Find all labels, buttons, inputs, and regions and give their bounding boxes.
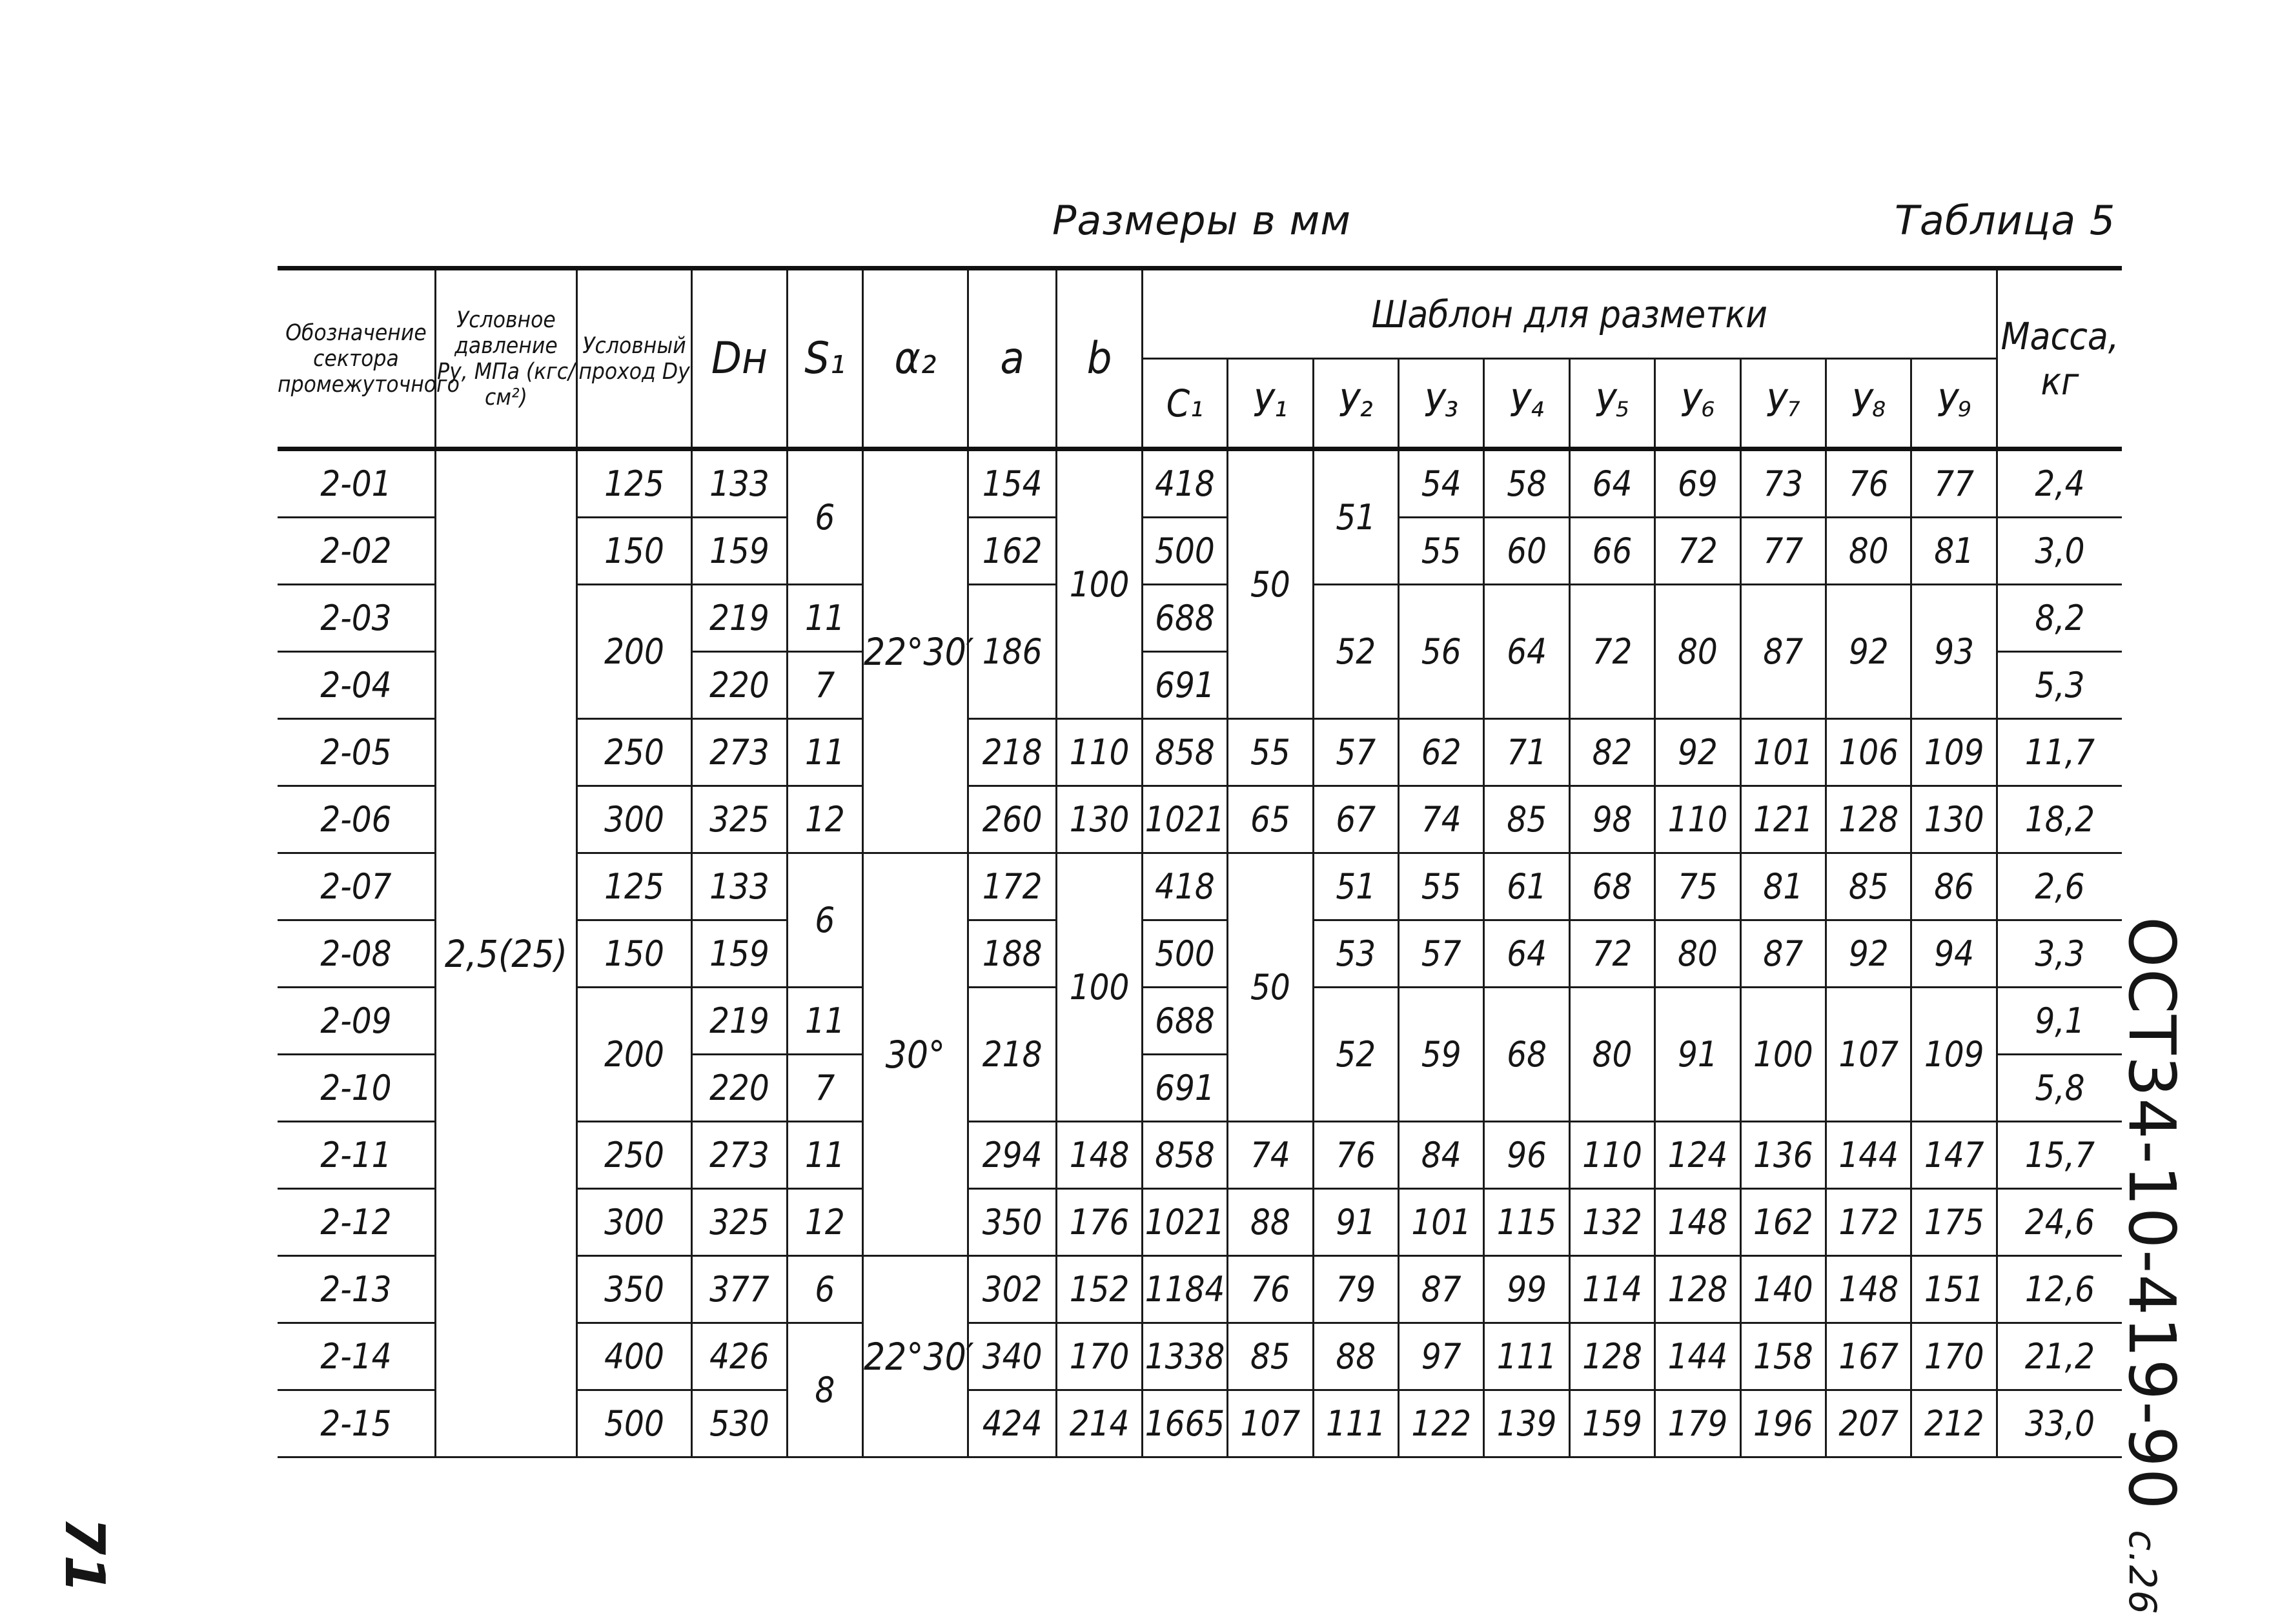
cell-mass: 3,0	[1997, 518, 2122, 585]
cell-c1: 691	[1142, 652, 1227, 719]
header-passage: Условный проход Dу	[576, 269, 691, 449]
cell-dn: 219	[692, 988, 788, 1055]
cell-y9: 77	[1911, 449, 1997, 518]
cell-designation: 2-04	[278, 652, 435, 719]
cell-y4: 68	[1484, 988, 1569, 1122]
cell-c1: 500	[1142, 518, 1227, 585]
cell-mass: 3,3	[1997, 920, 2122, 988]
cell-c1: 1338	[1142, 1323, 1227, 1390]
cell-y2: 51	[1313, 853, 1398, 920]
header-y4: У₄	[1484, 359, 1569, 449]
cell-y3: 55	[1399, 518, 1484, 585]
header-pressure: Условное давление Ру, МПа (кгс/см²)	[435, 269, 576, 449]
cell-y3: 87	[1399, 1256, 1484, 1323]
cell-designation: 2-14	[278, 1323, 435, 1390]
cell-dy: 150	[576, 518, 691, 585]
header-c1: C₁	[1142, 359, 1227, 449]
cell-c1: 1021	[1142, 786, 1227, 853]
cell-dy: 250	[576, 719, 691, 786]
cell-y4: 99	[1484, 1256, 1569, 1323]
cell-y6: 75	[1655, 853, 1740, 920]
cell-y5: 114	[1569, 1256, 1654, 1323]
cell-y2: 76	[1313, 1122, 1398, 1189]
cell-y8: 207	[1826, 1390, 1911, 1457]
cell-y3: 54	[1399, 449, 1484, 518]
cell-s1: 7	[787, 1055, 862, 1122]
cell-y9: 147	[1911, 1122, 1997, 1189]
cell-a: 218	[968, 988, 1056, 1122]
cell-designation: 2-05	[278, 719, 435, 786]
cell-s1: 11	[787, 719, 862, 786]
cell-y2: 91	[1313, 1189, 1398, 1256]
cell-designation: 2-11	[278, 1122, 435, 1189]
cell-alpha: 22°30′	[862, 1256, 968, 1457]
cell-y4: 111	[1484, 1323, 1569, 1390]
cell-dn: 219	[692, 585, 788, 652]
cell-y1: 88	[1228, 1189, 1313, 1256]
cell-dn: 133	[692, 853, 788, 920]
cell-c1: 418	[1142, 449, 1227, 518]
cell-y1: 65	[1228, 786, 1313, 853]
header-y2: У₂	[1313, 359, 1398, 449]
cell-y2: 67	[1313, 786, 1398, 853]
cell-y3: 55	[1399, 853, 1484, 920]
cell-c1: 688	[1142, 988, 1227, 1055]
cell-y6: 69	[1655, 449, 1740, 518]
cell-y2: 52	[1313, 585, 1398, 719]
cell-dy: 300	[576, 1189, 691, 1256]
header-dn: Dн	[692, 269, 788, 449]
standard-code	[2114, 917, 2190, 1616]
cell-a: 424	[968, 1390, 1056, 1457]
cell-y8: 92	[1826, 585, 1911, 719]
cell-dn: 377	[692, 1256, 788, 1323]
cell-s1: 6	[787, 853, 862, 988]
cell-y5: 132	[1569, 1189, 1654, 1256]
cell-y5: 128	[1569, 1323, 1654, 1390]
cell-y9: 94	[1911, 920, 1997, 988]
cell-y7: 162	[1740, 1189, 1826, 1256]
cell-b: 100	[1057, 853, 1142, 1122]
header-designation: Обозначение сектора промежуточного	[278, 269, 435, 449]
cell-y9: 109	[1911, 988, 1997, 1122]
cell-y8: 92	[1826, 920, 1911, 988]
cell-designation: 2-07	[278, 853, 435, 920]
cell-y9: 212	[1911, 1390, 1997, 1457]
cell-y8: 107	[1826, 988, 1911, 1122]
cell-y5: 98	[1569, 786, 1654, 853]
cell-a: 294	[968, 1122, 1056, 1189]
cell-y4: 64	[1484, 920, 1569, 988]
cell-dn: 530	[692, 1390, 788, 1457]
cell-y7: 101	[1740, 719, 1826, 786]
cell-c1: 418	[1142, 853, 1227, 920]
cell-mass: 5,8	[1997, 1055, 2122, 1122]
cell-y3: 84	[1399, 1122, 1484, 1189]
cell-y3: 56	[1399, 585, 1484, 719]
cell-c1: 1021	[1142, 1189, 1227, 1256]
cell-b: 110	[1057, 719, 1142, 786]
cell-y7: 100	[1740, 988, 1826, 1122]
cell-s1: 6	[787, 1256, 862, 1323]
cell-a: 154	[968, 449, 1056, 518]
cell-designation: 2-09	[278, 988, 435, 1055]
cell-pressure: 2,5(25)	[435, 449, 576, 1457]
cell-dy: 125	[576, 853, 691, 920]
cell-y3: 122	[1399, 1390, 1484, 1457]
header-b: b	[1057, 269, 1142, 449]
cell-mass: 2,4	[1997, 449, 2122, 518]
cell-y9: 109	[1911, 719, 1997, 786]
cell-a: 172	[968, 853, 1056, 920]
cell-y3: 59	[1399, 988, 1484, 1122]
cell-y9: 130	[1911, 786, 1997, 853]
header-y5: У₅	[1569, 359, 1654, 449]
cell-a: 340	[968, 1323, 1056, 1390]
cell-c1: 688	[1142, 585, 1227, 652]
table-row	[278, 449, 2122, 518]
cell-a: 162	[968, 518, 1056, 585]
header-y3: У₃	[1399, 359, 1484, 449]
cell-y2: 111	[1313, 1390, 1398, 1457]
cell-y9: 93	[1911, 585, 1997, 719]
cell-dn: 273	[692, 719, 788, 786]
cell-dy: 250	[576, 1122, 691, 1189]
cell-y8: 106	[1826, 719, 1911, 786]
cell-y2: 57	[1313, 719, 1398, 786]
cell-s1: 11	[787, 585, 862, 652]
cell-s1: 8	[787, 1323, 862, 1457]
cell-dn: 325	[692, 1189, 788, 1256]
cell-y5: 68	[1569, 853, 1654, 920]
cell-y8: 172	[1826, 1189, 1911, 1256]
cell-designation: 2-10	[278, 1055, 435, 1122]
cell-y4: 115	[1484, 1189, 1569, 1256]
cell-mass: 21,2	[1997, 1323, 2122, 1390]
cell-y6: 124	[1655, 1122, 1740, 1189]
cell-y7: 136	[1740, 1122, 1826, 1189]
cell-y4: 64	[1484, 585, 1569, 719]
cell-y4: 71	[1484, 719, 1569, 786]
cell-dy: 200	[576, 988, 691, 1122]
cell-a: 218	[968, 719, 1056, 786]
cell-y7: 196	[1740, 1390, 1826, 1457]
cell-y6: 144	[1655, 1323, 1740, 1390]
cell-y3: 74	[1399, 786, 1484, 853]
cell-mass: 11,7	[1997, 719, 2122, 786]
cell-designation: 2-15	[278, 1390, 435, 1457]
cell-y8: 144	[1826, 1122, 1911, 1189]
cell-y8: 128	[1826, 786, 1911, 853]
cell-mass: 8,2	[1997, 585, 2122, 652]
cell-dn: 159	[692, 518, 788, 585]
cell-s1: 6	[787, 449, 862, 585]
table-caption: Таблица 5	[1895, 197, 2116, 244]
cell-dn: 133	[692, 449, 788, 518]
cell-y6: 128	[1655, 1256, 1740, 1323]
cell-y7: 87	[1740, 920, 1826, 988]
cell-designation: 2-13	[278, 1256, 435, 1323]
cell-y5: 72	[1569, 585, 1654, 719]
cell-y1: 76	[1228, 1256, 1313, 1323]
cell-y9: 86	[1911, 853, 1997, 920]
cell-y4: 58	[1484, 449, 1569, 518]
cell-y3: 62	[1399, 719, 1484, 786]
cell-y8: 80	[1826, 518, 1911, 585]
cell-b: 100	[1057, 449, 1142, 719]
header-alpha2: α₂	[862, 269, 968, 449]
cell-y8: 76	[1826, 449, 1911, 518]
header-y7: У₇	[1740, 359, 1826, 449]
cell-y6: 110	[1655, 786, 1740, 853]
cell-y6: 179	[1655, 1390, 1740, 1457]
cell-y5: 64	[1569, 449, 1654, 518]
cell-mass: 33,0	[1997, 1390, 2122, 1457]
page-number: 71	[52, 1517, 116, 1594]
cell-designation: 2-08	[278, 920, 435, 988]
cell-b: 152	[1057, 1256, 1142, 1323]
cell-y6: 72	[1655, 518, 1740, 585]
cell-b: 170	[1057, 1323, 1142, 1390]
cell-y1: 107	[1228, 1390, 1313, 1457]
cell-dy: 500	[576, 1390, 691, 1457]
cell-y7: 158	[1740, 1323, 1826, 1390]
cell-y6: 148	[1655, 1189, 1740, 1256]
cell-dn: 325	[692, 786, 788, 853]
cell-y9: 151	[1911, 1256, 1997, 1323]
cell-alpha: 30°	[862, 853, 968, 1256]
cell-a: 188	[968, 920, 1056, 988]
header-mass: Масса, кг	[1997, 269, 2122, 449]
cell-s1: 11	[787, 988, 862, 1055]
cell-mass: 15,7	[1997, 1122, 2122, 1189]
cell-mass: 9,1	[1997, 988, 2122, 1055]
cell-c1: 500	[1142, 920, 1227, 988]
header-y8: У₈	[1826, 359, 1911, 449]
cell-dy: 200	[576, 585, 691, 719]
cell-y8: 148	[1826, 1256, 1911, 1323]
standard-code-text: ОСТ34-10-419-90	[2114, 917, 2190, 1511]
cell-y9: 170	[1911, 1323, 1997, 1390]
cell-mass: 24,6	[1997, 1189, 2122, 1256]
units-caption: Размеры в мм	[1052, 197, 1352, 244]
cell-y1: 85	[1228, 1323, 1313, 1390]
header-a: a	[968, 269, 1056, 449]
cell-y8: 85	[1826, 853, 1911, 920]
cell-c1: 691	[1142, 1055, 1227, 1122]
cell-y1: 50	[1228, 853, 1313, 1122]
cell-mass: 18,2	[1997, 786, 2122, 853]
cell-y2: 79	[1313, 1256, 1398, 1323]
cell-y7: 87	[1740, 585, 1826, 719]
cell-y5: 110	[1569, 1122, 1654, 1189]
cell-s1: 12	[787, 786, 862, 853]
cell-a: 186	[968, 585, 1056, 719]
cell-y4: 85	[1484, 786, 1569, 853]
cell-y3: 101	[1399, 1189, 1484, 1256]
cell-b: 130	[1057, 786, 1142, 853]
cell-b: 176	[1057, 1189, 1142, 1256]
cell-designation: 2-12	[278, 1189, 435, 1256]
cell-y5: 80	[1569, 988, 1654, 1122]
cell-dy: 400	[576, 1323, 691, 1390]
cell-a: 260	[968, 786, 1056, 853]
cell-y4: 139	[1484, 1390, 1569, 1457]
header-y9: У₉	[1911, 359, 1997, 449]
cell-y5: 159	[1569, 1390, 1654, 1457]
cell-designation: 2-02	[278, 518, 435, 585]
cell-y1: 74	[1228, 1122, 1313, 1189]
cell-dn: 220	[692, 1055, 788, 1122]
header-y6: У₆	[1655, 359, 1740, 449]
cell-b: 148	[1057, 1122, 1142, 1189]
cell-designation: 2-01	[278, 449, 435, 518]
cell-a: 350	[968, 1189, 1056, 1256]
cell-dn: 159	[692, 920, 788, 988]
cell-y2: 88	[1313, 1323, 1398, 1390]
cell-y3: 97	[1399, 1323, 1484, 1390]
cell-c1: 1184	[1142, 1256, 1227, 1323]
cell-y6: 91	[1655, 988, 1740, 1122]
cell-dy: 300	[576, 786, 691, 853]
cell-dy: 125	[576, 449, 691, 518]
cell-dy: 350	[576, 1256, 691, 1323]
cell-c1: 858	[1142, 719, 1227, 786]
cell-s1: 7	[787, 652, 862, 719]
cell-y1: 55	[1228, 719, 1313, 786]
cell-y7: 73	[1740, 449, 1826, 518]
cell-alpha: 22°30′	[862, 449, 968, 853]
header-s1: S₁	[787, 269, 862, 449]
cell-y6: 92	[1655, 719, 1740, 786]
cell-y5: 66	[1569, 518, 1654, 585]
cell-y9: 175	[1911, 1189, 1997, 1256]
spec-table	[278, 266, 2122, 1458]
cell-s1: 11	[787, 1122, 862, 1189]
cell-y7: 81	[1740, 853, 1826, 920]
cell-y7: 121	[1740, 786, 1826, 853]
cell-y8: 167	[1826, 1323, 1911, 1390]
cell-y4: 96	[1484, 1122, 1569, 1189]
cell-y2: 52	[1313, 988, 1398, 1122]
cell-y3: 57	[1399, 920, 1484, 988]
header-y1: У₁	[1228, 359, 1313, 449]
cell-b: 214	[1057, 1390, 1142, 1457]
cell-dn: 426	[692, 1323, 788, 1390]
cell-dn: 220	[692, 652, 788, 719]
cell-y5: 82	[1569, 719, 1654, 786]
cell-dy: 150	[576, 920, 691, 988]
cell-c1: 1665	[1142, 1390, 1227, 1457]
cell-a: 302	[968, 1256, 1056, 1323]
cell-designation: 2-03	[278, 585, 435, 652]
cell-y7: 77	[1740, 518, 1826, 585]
cell-y6: 80	[1655, 585, 1740, 719]
cell-s1: 12	[787, 1189, 862, 1256]
cell-mass: 2,6	[1997, 853, 2122, 920]
cell-mass: 5,3	[1997, 652, 2122, 719]
cell-c1: 858	[1142, 1122, 1227, 1189]
header-template: Шаблон для разметки	[1142, 269, 1997, 359]
cell-y9: 81	[1911, 518, 1997, 585]
cell-y4: 61	[1484, 853, 1569, 920]
cell-y6: 80	[1655, 920, 1740, 988]
sheet-number: с.26	[2121, 1530, 2164, 1616]
cell-y2: 51	[1313, 449, 1398, 585]
cell-mass: 12,6	[1997, 1256, 2122, 1323]
cell-y4: 60	[1484, 518, 1569, 585]
cell-y1: 50	[1228, 449, 1313, 719]
cell-y7: 140	[1740, 1256, 1826, 1323]
cell-y5: 72	[1569, 920, 1654, 988]
cell-y2: 53	[1313, 920, 1398, 988]
cell-designation: 2-06	[278, 786, 435, 853]
cell-dn: 273	[692, 1122, 788, 1189]
